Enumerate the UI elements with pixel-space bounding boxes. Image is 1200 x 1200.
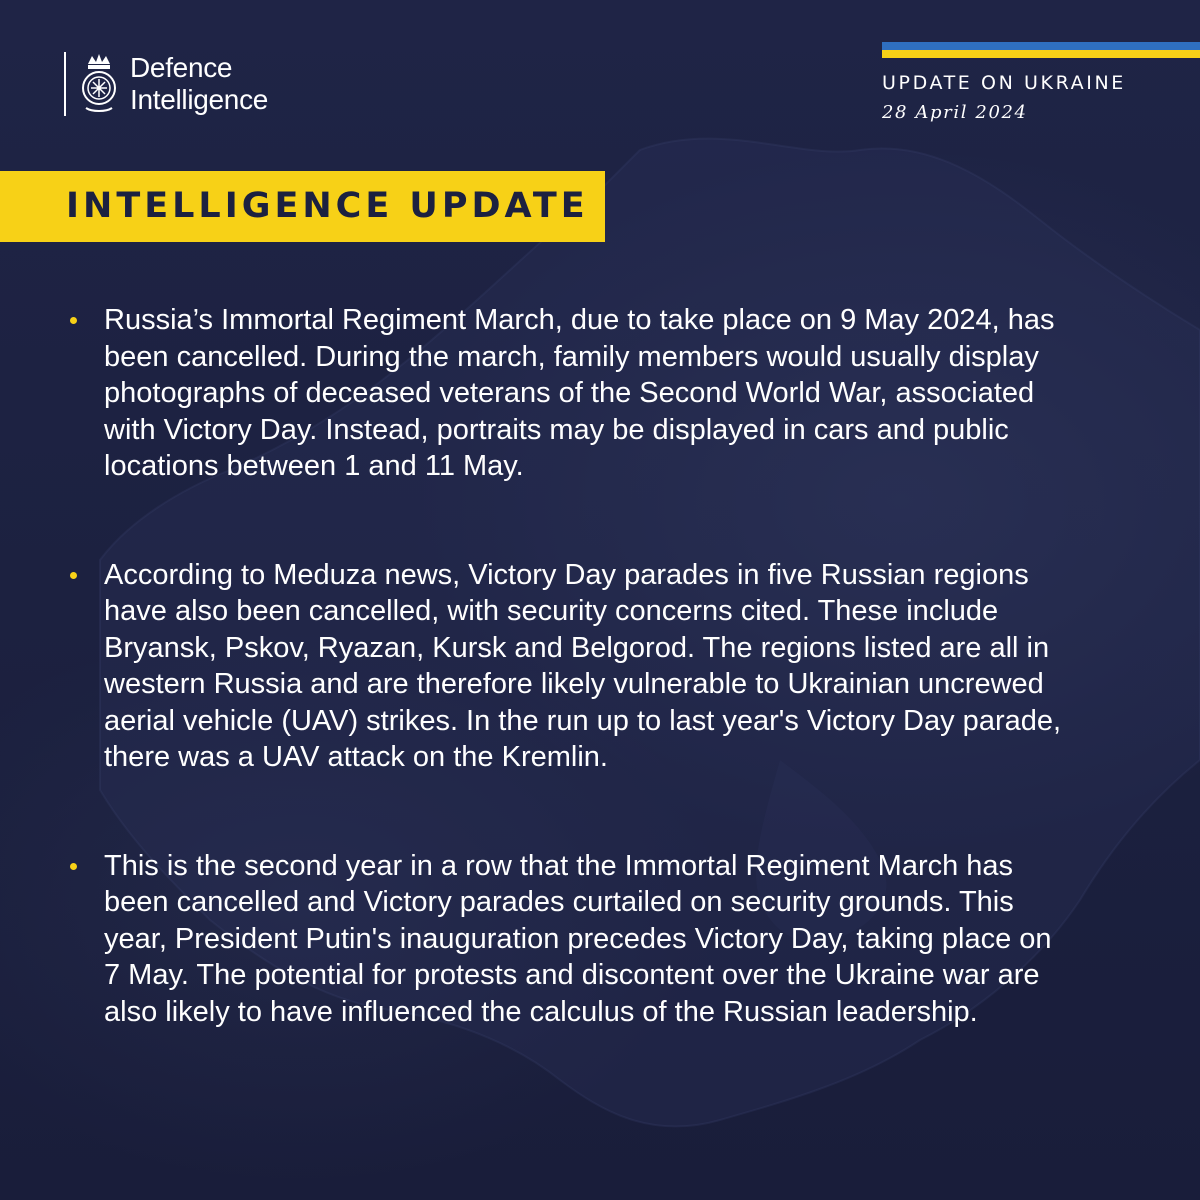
- intelligence-update-banner: [0, 171, 605, 242]
- bullet-dot-icon: [70, 317, 77, 324]
- logo-line-1: Defence: [130, 52, 233, 83]
- logo-line-2: Intelligence: [130, 84, 269, 115]
- bullet-text: This is the second year in a row that the Immortal Regiment March has been cancelled and Victory parades curtailed on security grounds. This year, President Putin's inauguration precedes Victory Day, taking place on 7 May. The potential for protests and discontent over the Ukraine war are also likely to have influenced the calculus of the Russian leadership.: [104, 849, 1052, 1028]
- bullet-dot-icon: [70, 863, 77, 870]
- update-title: UPDATE ON UKRAINE: [882, 72, 1126, 94]
- crest-icon: [76, 52, 122, 116]
- defence-intelligence-logo: [64, 52, 268, 116]
- bullet-dot-icon: [70, 572, 77, 579]
- bullet-text: Russia’s Immortal Regiment March, due to take place on 9 May 2024, has been cancelled. During the march, family members would usually display photographs of deceased veterans of the Second World War, associated with Victory Day. Instead, portraits may be displayed in cars and public locations between 1 and 11 May.: [104, 304, 1055, 482]
- flag-blue-stripe: [882, 42, 1200, 50]
- ukraine-flag-stripe: [882, 42, 1200, 58]
- update-date: 28 April 2024: [882, 102, 1028, 123]
- logo-text: [130, 52, 268, 116]
- bullet-item: [64, 557, 1074, 776]
- banner-label: INTELLIGENCE UPDATE: [66, 186, 589, 226]
- flag-yellow-stripe: [882, 50, 1200, 58]
- bullet-list: [64, 302, 1074, 1030]
- bullet-item: [64, 302, 1074, 485]
- bullet-text: According to Meduza news, Victory Day parades in five Russian regions have also been cancelled, with security concerns cited. These include Bryansk, Pskov, Ryazan, Kursk and Belgorod. The regions listed are all in western Russia and are therefore likely vulnerable to Ukrainian uncrewed aerial vehicle (UAV) strikes. In the run up to last year's Victory Day parade, there was a UAV attack on the Kremlin.: [104, 558, 1062, 773]
- logo-divider: [64, 52, 66, 116]
- bullet-item: [64, 848, 1074, 1031]
